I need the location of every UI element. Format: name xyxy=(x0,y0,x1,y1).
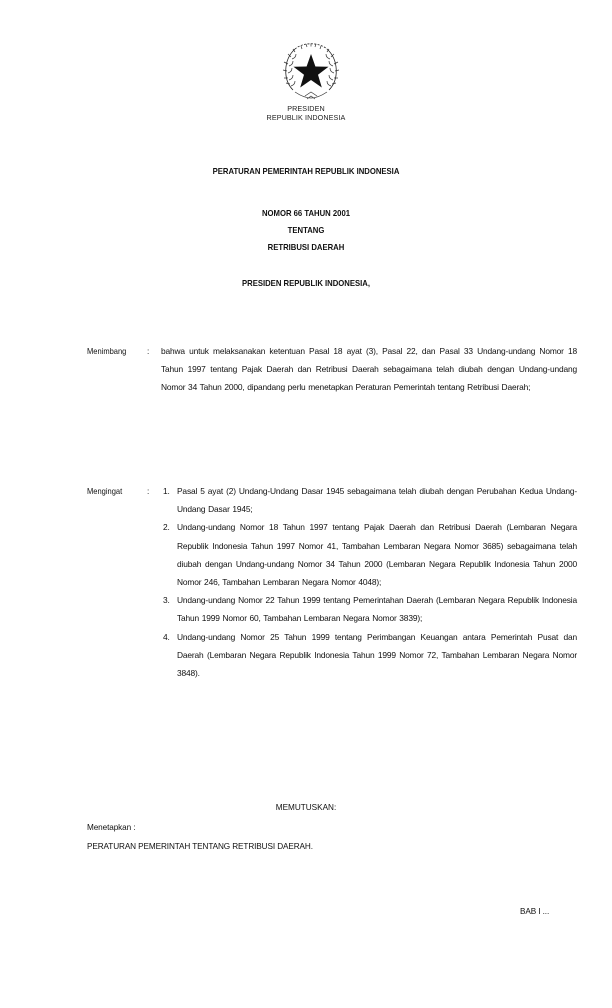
mengingat-item xyxy=(161,482,577,518)
mengingat-item-number: 4. xyxy=(163,631,170,642)
regulation-title: PERATURAN PEMERINTAH REPUBLIK INDONESIA xyxy=(212,166,400,176)
presidential-emblem-icon xyxy=(281,40,341,102)
mengingat-item xyxy=(161,591,577,627)
regulation-about: TENTANG xyxy=(287,225,325,235)
mengingat-item xyxy=(161,518,577,591)
mengingat-list xyxy=(161,482,577,682)
menetapkan-label: Menetapkan : xyxy=(87,823,136,832)
menimbang-colon: : xyxy=(147,347,150,356)
emblem-caption-line1: PRESIDEN xyxy=(287,104,325,113)
mengingat-item-number: 3. xyxy=(163,595,170,606)
mengingat-label: Mengingat xyxy=(87,487,123,496)
mengingat-item-text: Undang-undang Nomor 18 Tahun 1997 tentang Pajak Daerah dan Retribusi Daerah (Lembaran Negara Republik Indonesia Tahun 1997 Nomor 41, Tambahan Lembaran Negara Nomor 3685) sebagaimana telah diubah dengan Undang-undang Nomor 34 Tahun 2000 (Lembaran Negara Republik Indonesia Tahun 2000 Nomor 246, Tambahan Lembaran Negara Nomor 4048); xyxy=(177,522,577,588)
memutuskan-heading: MEMUTUSKAN: xyxy=(275,803,337,812)
mengingat-item-number: 1. xyxy=(163,486,170,496)
mengingat-colon: : xyxy=(147,487,150,496)
regulation-subject: RETRIBUSI DAERAH xyxy=(267,242,345,252)
issuer-heading: PRESIDEN REPUBLIK INDONESIA, xyxy=(241,278,370,288)
mengingat-item-text: Undang-undang Nomor 22 Tahun 1999 tentang Pemerintahan Daerah (Lembaran Negara Republik Indonesia Tahun 1999 Nomor 60, Tambahan Lembaran Negara Nomor 3839); xyxy=(177,595,577,624)
mengingat-item-number: 2. xyxy=(163,522,170,533)
mengingat-item xyxy=(161,628,577,683)
mengingat-item-text: Undang-undang Nomor 25 Tahun 1999 tentang Perimbangan Keuangan antara Pemerintah Pusat dan Daerah (Lembaran Negara Republik Indonesia Tahun 1999 Nomor 72, Tambahan Lembaran Negara Nomor 3848). xyxy=(177,631,577,679)
emblem-caption-line2: REPUBLIK INDONESIA xyxy=(266,113,346,122)
continuation-marker: BAB I ... xyxy=(520,907,550,916)
regulation-number: NOMOR 66 TAHUN 2001 xyxy=(261,208,351,218)
menimbang-text: bahwa untuk melaksanakan ketentuan Pasal 18 ayat (3), Pasal 22, dan Pasal 33 Undang-undang Nomor 18 Tahun 1997 tentang Pajak Daerah dan Retribusi Daerah sebagaimana telah diubah dengan Undang-undang Nomor 34 Tahun 2000, dipandang perlu menetapkan Peraturan Pemerintah tentang Retribusi Daerah; xyxy=(161,346,577,393)
mengingat-item-text: Pasal 5 ayat (2) Undang-Undang Dasar 1945 sebagaimana telah diubah dengan Perubahan Kedua Undang-Undang Dasar 1945; xyxy=(177,486,577,515)
menetapkan-text: PERATURAN PEMERINTAH TENTANG RETRIBUSI DAERAH. xyxy=(87,842,313,851)
menimbang-label: Menimbang xyxy=(87,347,127,356)
